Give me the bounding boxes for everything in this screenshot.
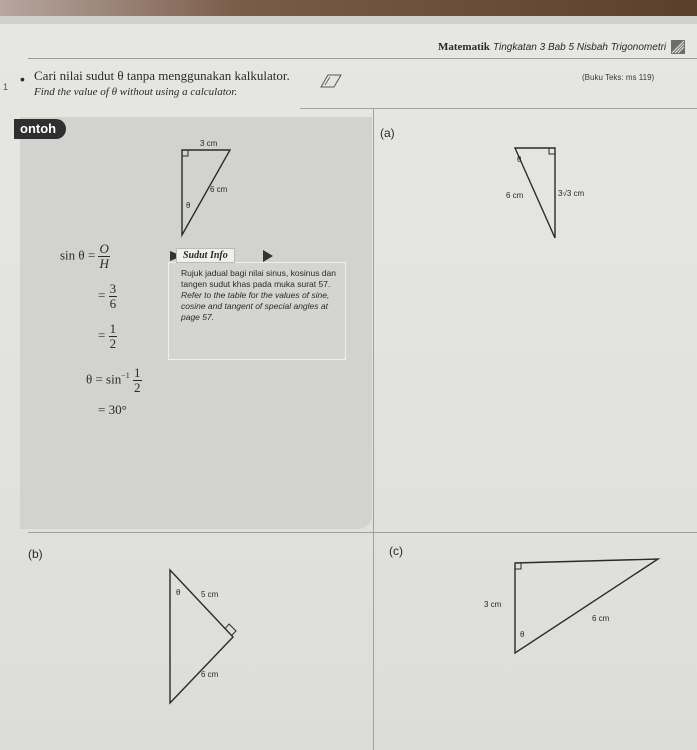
column-divider [373,108,374,750]
section-rule [300,108,697,109]
part-a-triangle [500,140,600,250]
textbook-reference: (Buku Teks: ms 119) [582,73,655,82]
question-english: Find the value of θ without using a calculator. [34,86,238,98]
example-top-label: 3 cm [200,139,218,148]
part-c-hyp-label: 6 cm [592,614,610,623]
part-a-angle-label: θ [517,155,522,164]
header-chapter: Tingkatan 3 Bab 5 Nisbah Trigonometri [493,41,667,53]
example-triangle [170,140,240,240]
question-bullet: • [20,71,25,87]
info-title: Sudut Info [176,248,235,263]
part-b-label: (b) [28,547,43,561]
part-c-triangle [480,555,665,660]
page-top-edge [0,0,697,16]
fraction-o-over-h: $\frac{O}{H}$ [99,241,109,271]
tp-icon [320,72,342,88]
part-b-hyp-label: 6 cm [201,670,219,679]
example-hyp-label: 6 cm [210,185,228,194]
part-c-label: (c) [389,544,403,558]
step-4: $\theta = \sin^{-1}$ $\frac{1}{2}$ [86,365,141,395]
step-1 [60,242,110,271]
step-result: = 30° [98,402,127,417]
step-1-lhs: sin θ = [60,247,96,263]
info-text [181,268,341,323]
part-a-label: (a) [380,126,395,140]
part-c-left-label: 3 cm [484,600,502,609]
part-b-top-label: 5 cm [201,590,219,599]
part-a-side-label: 3√3 cm [558,189,585,198]
info-malay: Rujuk jadual bagi nilai sinus, kosinus dan tangen sudut khas pada muka surat 57. [181,268,336,289]
fraction-1-over-2: $\frac{1}{2}$ [109,321,117,351]
header-rule [28,58,697,59]
part-c-angle-label: θ [520,630,525,639]
info-english: Refer to the table for the values of sine, cosine and tangent of special angles at page 57. [181,290,330,322]
example-angle-label: θ [186,201,191,210]
page-header [438,40,685,54]
chapter-icon [671,40,685,54]
example-badge: ontoh [14,119,66,139]
question-number: 1 [3,82,9,92]
fraction-1-over-2-inverse: $\frac{1}{2}$ [134,365,141,395]
fraction-3-over-6: $\frac{3}{6}$ [109,281,117,311]
part-a-hyp-label: 6 cm [506,191,524,200]
step-3: = $\frac{1}{2}$ [98,321,117,351]
step-2: = $\frac{3}{6}$ [98,281,117,311]
part-b-angle-label: θ [176,588,181,597]
page-top-shadow [0,16,697,24]
row-divider [28,532,697,533]
part-b-triangle [165,565,245,710]
question-malay: Cari nilai sudut θ tanpa menggunakan kalkulator. [34,68,290,83]
header-subject: Matematik [438,40,490,53]
